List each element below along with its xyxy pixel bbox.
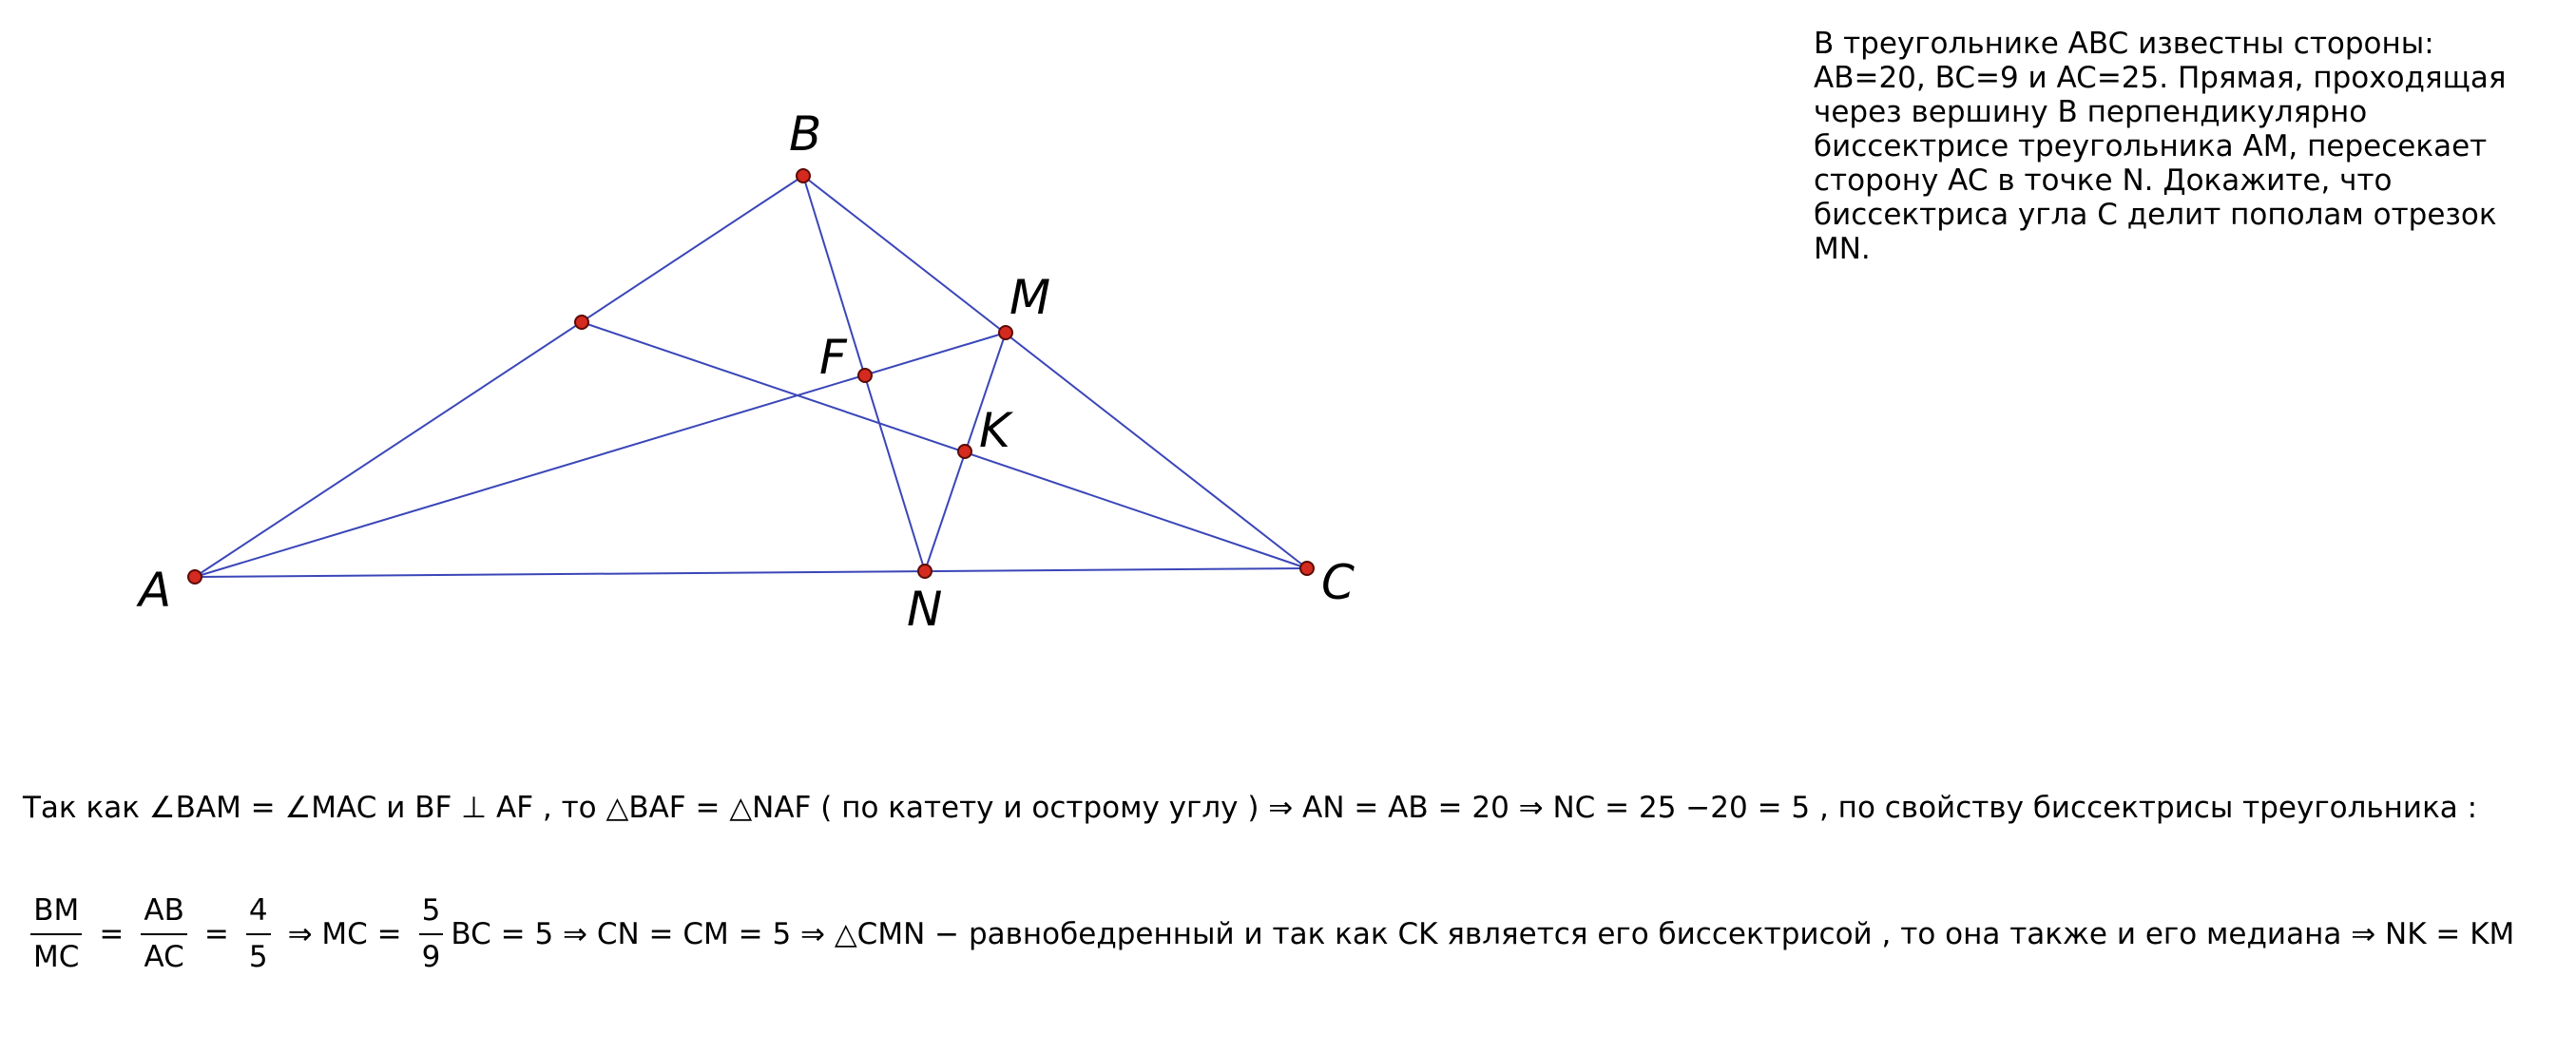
label-F: F: [819, 330, 847, 385]
fraction-numerator: AB: [141, 896, 186, 935]
segment-C-bisector: [582, 322, 1307, 568]
segment-AC: [195, 568, 1307, 577]
problem-statement: В треугольнике ABC известны стороны: AB=20, BC=9 и AC=25. Прямая, проходящая через вершину B перпендикулярно биссектрисе треугольника AM, пересекает сторону AC в точке N. Докажите, что биссектриса угла C делит пополам отрезок MN.: [1814, 27, 2507, 266]
label-K: K: [979, 403, 1010, 458]
fraction-denominator: MC: [33, 940, 80, 974]
fraction-denominator: 5: [248, 940, 268, 974]
segment-AB: [195, 176, 803, 577]
label-B: B: [789, 106, 822, 162]
equals-sign: =: [99, 917, 125, 951]
label-M: M: [1009, 270, 1051, 325]
fraction-5-9: [419, 893, 444, 974]
fraction-numerator: 5: [419, 896, 444, 935]
point-M: [999, 326, 1012, 339]
point-K: [958, 445, 971, 458]
fraction-ab-ac: [141, 893, 186, 974]
fraction-numerator: 4: [246, 896, 271, 935]
segment-BC: [803, 176, 1307, 568]
fraction-bm-mc: [30, 893, 82, 974]
point-C: [1300, 562, 1314, 575]
fraction-numerator: BM: [30, 896, 82, 935]
equals-sign: =: [203, 917, 229, 951]
fraction-4-5: [246, 893, 271, 974]
label-A: A: [139, 563, 172, 618]
fraction-denominator: 9: [421, 940, 441, 974]
label-N: N: [907, 582, 943, 637]
point-N: [918, 565, 932, 578]
point-unlabeled-on-AB: [575, 316, 588, 329]
label-C: C: [1321, 555, 1355, 610]
point-F: [858, 369, 872, 382]
solution-line-2: [23, 893, 2514, 975]
implies-mc-text: ⇒ MC =: [287, 917, 402, 951]
fraction-denominator: AC: [144, 940, 184, 974]
geometry-figure: [0, 0, 1426, 684]
segment-AM: [195, 333, 1006, 577]
point-B: [797, 169, 810, 182]
point-A: [188, 570, 202, 584]
solution-tail-text: BC = 5 ⇒ CN = CM = 5 ⇒ △CMN − равнобедренный и так как CK является его биссектрисой , то она также и его медиана ⇒ NK = KM: [451, 917, 2515, 951]
solution-line-1: Так как ∠BAM = ∠MAC и BF ⊥ AF , то △BAF = △NAF ( по катету и острому углу ) ⇒ AN = AB = 20 ⇒ NC = 25 −20 = 5 , по свойству биссектрисы треугольника :: [23, 791, 2478, 825]
